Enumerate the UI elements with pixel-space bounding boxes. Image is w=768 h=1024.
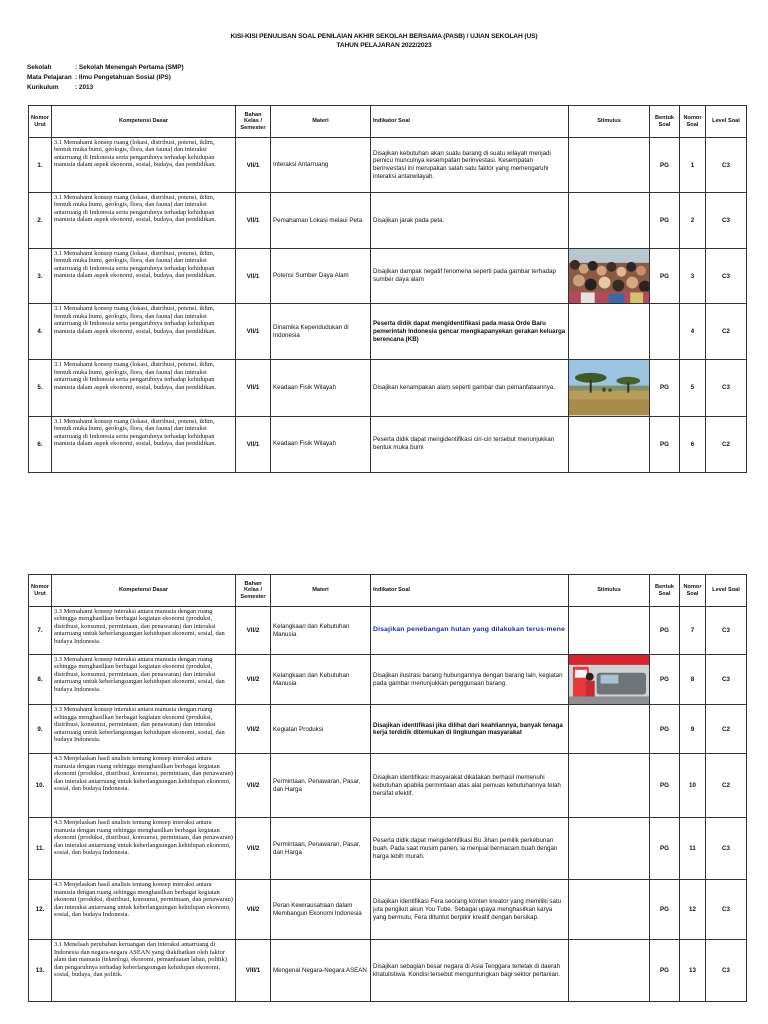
col-header-no: Nomor Urut — [29, 106, 52, 138]
cell-level: C3 — [706, 940, 747, 1002]
cell-level: C3 — [706, 138, 747, 193]
col-header-level: Level Soal — [706, 575, 747, 607]
meta-label: Sekolah — [27, 64, 52, 71]
cell-indikator: Disajikan ilustrasi barang hubungannya dengan barang lain, kegiatan pada gambar menunjukkan penggunaan barang. — [371, 655, 569, 705]
col-header-no: Nomor Urut — [29, 575, 52, 607]
cell-bentuk: PG — [650, 705, 680, 754]
cell-kd: 3.1 Memahami konsep ruang (lokasi, distribusi, potensi, iklim, bentuk muka bumi, geologis, flora, dan fauna) dan interaksi antarruang di Indonesia serta pengaruhnya terhadap kehidupan manusia dalam aspek ekonomi, sosial, budaya, dan pendidikan. — [52, 249, 236, 304]
cell-indikator: Disajikan kebutuhan akan suatu barang di suatu wilayah menjadi pemicu munculnya kesempatan berinvestasi. Kesempatan berinvestasi ini merupakan salah satu faktor yang memengaruhi interaksi antarwilayah. — [371, 138, 569, 193]
cell-bahan: VIII/1 — [236, 940, 271, 1002]
cell-kd: 3.1 Memahami konsep ruang (lokasi, distribusi, potensi, iklim, bentuk muka bumi, geologis, flora, dan fauna) dan interaksi antarruang di Indonesia serta pengaruhnya terhadap kehidupan manusia dalam aspek ekonomi, sosial, budaya, dan pendidikan. — [52, 360, 236, 416]
cell-bahan: VII/2 — [236, 880, 271, 940]
meta-value: : Sekolah Menengah Pertama (SMP) — [75, 64, 184, 71]
table-header-row — [29, 106, 747, 138]
cell-no: 11. — [29, 818, 52, 880]
table-row — [29, 880, 747, 940]
cell-nomor: 7 — [680, 607, 706, 655]
cell-bentuk: PG — [650, 607, 680, 655]
cell-nomor: 4 — [680, 304, 706, 360]
cell-indikator: Disajikan penebangan hutan yang dilakukan terus-mene — [371, 607, 569, 655]
cell-stimulus — [569, 705, 650, 754]
kisi-table-2 — [28, 574, 747, 1002]
cell-nomor: 5 — [680, 360, 706, 416]
cell-kd: 3.3 Memahami konsep interaksi antara manusia dengan ruang sehingga menghasilkan berbagai kegiatan ekonomi (produksi, distribusi, konsumsi, permintaan, dan penawaran) dan interaksi antarruang untuk keberlangsungan kehidupan ekonomi, sosial, dan budaya Indonesia. — [52, 705, 236, 754]
col-header-indikator: Indikator Soal — [371, 106, 569, 138]
cell-level: C3 — [706, 818, 747, 880]
cell-bentuk: PG — [650, 193, 680, 249]
cell-materi: Mengenal Negara-Negara ASEAN — [271, 940, 371, 1002]
cell-bahan: VII/2 — [236, 818, 271, 880]
table-row — [29, 940, 747, 1002]
cell-materi: Dinamika Kependudukan di Indonesia — [271, 304, 371, 360]
cell-nomor: 9 — [680, 705, 706, 754]
cell-nomor: 8 — [680, 655, 706, 705]
meta-kurikulum — [27, 84, 93, 91]
col-header-materi: Materi — [271, 575, 371, 607]
cell-materi: Permintaan, Penawaran, Pasar, dan Harga — [271, 754, 371, 818]
cell-bentuk: PG — [650, 818, 680, 880]
cell-bahan: VII/2 — [236, 705, 271, 754]
cell-bahan: VII/2 — [236, 655, 271, 705]
cell-materi: Permintaan, Penawaran, Pasar, dan Harga — [271, 818, 371, 880]
cell-bentuk: PG — [650, 655, 680, 705]
cell-nomor: 3 — [680, 249, 706, 304]
cell-bentuk: PG — [650, 880, 680, 940]
meta-sekolah — [27, 64, 184, 71]
cell-bahan: VII/2 — [236, 607, 271, 655]
col-header-nomor: Nomor Soal — [680, 106, 706, 138]
cell-level: C2 — [706, 754, 747, 818]
cell-stimulus — [569, 655, 650, 705]
table-row — [29, 360, 747, 416]
gas-station-photo — [569, 655, 649, 704]
table-row — [29, 705, 747, 754]
cell-no: 5. — [29, 360, 52, 416]
table-row — [29, 607, 747, 655]
cell-kd: 4.3 Menjelaskan hasil analisis tentang konsep interaksi antara manusia dengan ruang sehingga menghasilkan berbagai kegiatan ekonomi (produksi, distribusi, konsumsi, permintaan, dan penawaran) dan interaksi antarruang untuk keberlangsungan kehidupan ekonomi, sosial, dan budaya Indonesia. — [52, 818, 236, 880]
cell-nomor: 1 — [680, 138, 706, 193]
cell-level: C2 — [706, 705, 747, 754]
cell-indikator: Disajikan dampak negatif fenomena seperti pada gambar terhadap sumber daya alam — [371, 249, 569, 304]
meta-label: Kurikulum — [27, 84, 59, 91]
cell-kd: 3.1 Menelaah perubahan keruangan dan interaksi antarruang di Indonesia dan negara-negara ASEAN yang diakibatkan oleh faktor alam dan manusia (teknologi, ekonomi, pemanfaatan lahan, politik) dan pengaruhnya terhadap keberlangsungan kehidupan ekonomi, sosial, budaya, dan politik. — [52, 940, 236, 1002]
cell-bahan: VII/1 — [236, 304, 271, 360]
crowd-photo — [569, 249, 649, 303]
cell-no: 12. — [29, 880, 52, 940]
cell-kd: 4.3 Menjelaskan hasil analisis tentang konsep interaksi antara manusia dengan ruang sehingga menghasilkan berbagai kegiatan ekonomi (produksi, distribusi, konsumsi, permintaan, dan penawaran) dan interaksi antarruang untuk keberlangsungan kehidupan ekonomi, sosial, dan budaya Indonesia. — [52, 880, 236, 940]
cell-bentuk: PG — [650, 249, 680, 304]
table-row — [29, 138, 747, 193]
cell-materi: Pemahaman Lokasi melaui Peta — [271, 193, 371, 249]
cell-no: 4. — [29, 304, 52, 360]
cell-level: C3 — [706, 655, 747, 705]
table-row — [29, 754, 747, 818]
table-row — [29, 193, 747, 249]
cell-indikator: Peserta didik dapat mengidentifikasi Bu Jihan pemilik perkebunan buah. Pada saat musim panen, ia menjual bermacam buah dengan harga lebih murah. — [371, 818, 569, 880]
cell-level: C3 — [706, 360, 747, 416]
cell-bahan: VII/2 — [236, 754, 271, 818]
savanna-photo — [569, 360, 649, 415]
cell-materi: Kegiatan Produksi — [271, 705, 371, 754]
col-header-indikator: Indikator Soal — [371, 575, 569, 607]
cell-level: C3 — [706, 249, 747, 304]
cell-kd: 3.3 Memahami konsep interaksi antara manusia dengan ruang sehingga menghasilkan berbagai kegiatan ekonomi (produksi, distribusi, konsumsi, permintaan, dan penawaran) dan interaksi antarruang untuk keberlangsungan kehidupan ekonomi, sosial, dan budaya Indonesia. — [52, 655, 236, 705]
cell-nomor: 12 — [680, 880, 706, 940]
cell-stimulus — [569, 360, 650, 416]
meta-value: : Ilmu Pengetahuan Sosial (IPS) — [75, 74, 171, 81]
cell-stimulus — [569, 304, 650, 360]
cell-nomor: 2 — [680, 193, 706, 249]
cell-materi: Peran Kewirausahaan dalam Membangun Ekonomi Indonesia — [271, 880, 371, 940]
cell-no: 9. — [29, 705, 52, 754]
table-row — [29, 416, 747, 472]
cell-no: 10. — [29, 754, 52, 818]
cell-bentuk: PG — [650, 754, 680, 818]
cell-stimulus — [569, 193, 650, 249]
cell-kd: 3.3 Memahami konsep interaksi antara manusia dengan ruang sehingga menghasilkan berbagai kegiatan ekonomi (produksi, distribusi, konsumsi, permintaan, dan penawaran) dan interaksi antarruang untuk keberlangsungan kehidupan ekonomi, sosial, dan budaya Indonesia. — [52, 607, 236, 655]
col-header-level: Level Soal — [706, 106, 747, 138]
cell-bahan: VII/1 — [236, 416, 271, 472]
cell-bahan: VII/1 — [236, 138, 271, 193]
meta-label: Mata Pelajaran — [27, 74, 72, 81]
cell-level: C3 — [706, 880, 747, 940]
cell-indikator: Disajikan kenampakan alam seperti gambar dan pemanfataannya. — [371, 360, 569, 416]
cell-no: 8. — [29, 655, 52, 705]
cell-bahan: VII/1 — [236, 360, 271, 416]
cell-no: 1. — [29, 138, 52, 193]
cell-nomor: 13 — [680, 940, 706, 1002]
cell-kd: 3.1 Memahami konsep ruang (lokasi, distribusi, potensi, iklim, bentuk muka bumi, geologis, flora, dan fauna) dan interaksi antarruang di Indonesia serta pengaruhnya terhadap kehidupan manusia dalam aspek ekonomi, sosial, budaya, dan pendidikan. — [52, 193, 236, 249]
cell-kd: 3.1 Memahami konsep ruang (lokasi, distribusi, potensi, iklim, bentuk muka bumi, geologis, flora, dan fauna) dan interaksi antarruang di Indonesia serta pengaruhnya terhadap kehidupan manusia dalam aspek ekonomi, sosial, budaya, dan pendidikan. — [52, 304, 236, 360]
cell-nomor: 11 — [680, 818, 706, 880]
col-header-nomor: Nomor Soal — [680, 575, 706, 607]
cell-materi: Keadaan Fisik Wilayah — [271, 360, 371, 416]
kisi-table-1 — [28, 105, 747, 473]
cell-bentuk: PG — [650, 940, 680, 1002]
table-row — [29, 249, 747, 304]
cell-no: 2. — [29, 193, 52, 249]
cell-materi: Interaksi Antarruang — [271, 138, 371, 193]
cell-kd: 3.1 Memahami konsep ruang (lokasi, distribusi, potensi, iklim, bentuk muka bumi, geologis, flora, dan fauna) dan interaksi antarruang di Indonesia serta pengaruhnya terhadap kehidupan manusia dalam aspek ekonomi, sosial, budaya, dan pendidikan. — [52, 138, 236, 193]
cell-no: 13. — [29, 940, 52, 1002]
col-header-bentuk: Bentuk Soal — [650, 575, 680, 607]
cell-materi: Potensi Sumber Daya Alam — [271, 249, 371, 304]
col-header-materi: Materi — [271, 106, 371, 138]
cell-kd: 4.3 Menjelaskan hasil analisis tentang konsep interaksi antara manusia dengan ruang sehingga menghasilkan berbagai kegiatan ekonomi (produksi, distribusi, konsumsi, permintaan, dan penawaran) dan interaksi antarruang untuk keberlangsungan kehidupan ekonomi, sosial, dan budaya Indonesia. — [52, 754, 236, 818]
cell-no: 6. — [29, 416, 52, 472]
col-header-bahan: Bahan Kelas / Semester — [236, 106, 271, 138]
table-row — [29, 655, 747, 705]
cell-bentuk: PG — [650, 360, 680, 416]
table-row — [29, 818, 747, 880]
cell-indikator: Disajikan sebagian besar negara di Asia Tenggara terletak di daerah khatulistiwa. Kondisi tersebut menguntungkan bagi sektor pertanian. — [371, 940, 569, 1002]
cell-stimulus — [569, 818, 650, 880]
cell-bentuk: PG — [650, 138, 680, 193]
cell-stimulus — [569, 940, 650, 1002]
cell-indikator: Disajikan jarak pada peta. — [371, 193, 569, 249]
table-header-row — [29, 575, 747, 607]
cell-materi: Keadaan Fisik Wilayah — [271, 416, 371, 472]
meta-value: : 2013 — [75, 84, 94, 91]
cell-nomor: 6 — [680, 416, 706, 472]
cell-level: C2 — [706, 416, 747, 472]
cell-indikator: Peserta didik dapat mengidentifikasi pada masa Orde Baru pemerintah Indonesia gencar mengkapanyekan gerakan keluarga berencana (KB) — [371, 304, 569, 360]
cell-stimulus — [569, 249, 650, 304]
col-header-stimulus: Stimulus — [569, 106, 650, 138]
cell-indikator: Peserta didik dapat mengidentifikasi ciri-ciri tersebut menunjukkan bentuk muka bumi — [371, 416, 569, 472]
cell-no: 3. — [29, 249, 52, 304]
col-header-stimulus: Stimulus — [569, 575, 650, 607]
table-row — [29, 304, 747, 360]
cell-bahan: VII/1 — [236, 193, 271, 249]
cell-no: 7. — [29, 607, 52, 655]
cell-level: C3 — [706, 193, 747, 249]
cell-level: C2 — [706, 304, 747, 360]
col-header-bahan: Bahan Kelas / Semester — [236, 575, 271, 607]
col-header-kd: Kompetensi Dasar — [52, 106, 236, 138]
cell-bentuk — [650, 304, 680, 360]
cell-indikator: Disajikan identifikasi Fera seorang konten kreator yang memiliki satu juta pengikut akun You Tube. Sebagai upaya menghasilkan karya yang bermutu, Fera dituntut berpikir kreatif dengan bersikap. — [371, 880, 569, 940]
cell-materi: Kelangkaan dan Kebutuhan Manusia — [271, 607, 371, 655]
cell-nomor: 10 — [680, 754, 706, 818]
col-header-kd: Kompetensi Dasar — [52, 575, 236, 607]
cell-indikator: Disajikan identifikasi jika dilihat dari keahliannya, banyak tenaga kerja terdidik ditemukan di lingkungan masyarakat — [371, 705, 569, 754]
cell-kd: 3.1 Memahami konsep ruang (lokasi, distribusi, potensi, iklim, bentuk muka bumi, geologis, flora, dan fauna) dan interaksi antarruang di Indonesia serta pengaruhnya terhadap kehidupan manusia dalam aspek ekonomi, sosial, budaya, dan pendidikan. — [52, 416, 236, 472]
cell-stimulus — [569, 416, 650, 472]
document-title: KISI-KISI PENULISAN SOAL PENILAIAN AKHIR SEKOLAH BERSAMA (PASB) / UJIAN SEKOLAH (US) — [230, 33, 538, 40]
cell-stimulus — [569, 754, 650, 818]
cell-bentuk: PG — [650, 416, 680, 472]
cell-bahan: VII/1 — [236, 249, 271, 304]
cell-level: C3 — [706, 607, 747, 655]
col-header-bentuk: Bentuk Soal — [650, 106, 680, 138]
cell-stimulus — [569, 607, 650, 655]
document-year: TAHUN PELAJARAN 2022/2023 — [336, 42, 432, 49]
cell-stimulus — [569, 138, 650, 193]
cell-materi: Kelangkaan dan Kebutuhan Manusia — [271, 655, 371, 705]
cell-stimulus — [569, 880, 650, 940]
meta-mapel — [27, 74, 171, 81]
cell-indikator: Disajikan identifikasi masyarakat dikatakan berhasil memenuhi kebutuhan apabila permintaan atas alat pemuas kebutuhannya telah bersifat efektif. — [371, 754, 569, 818]
